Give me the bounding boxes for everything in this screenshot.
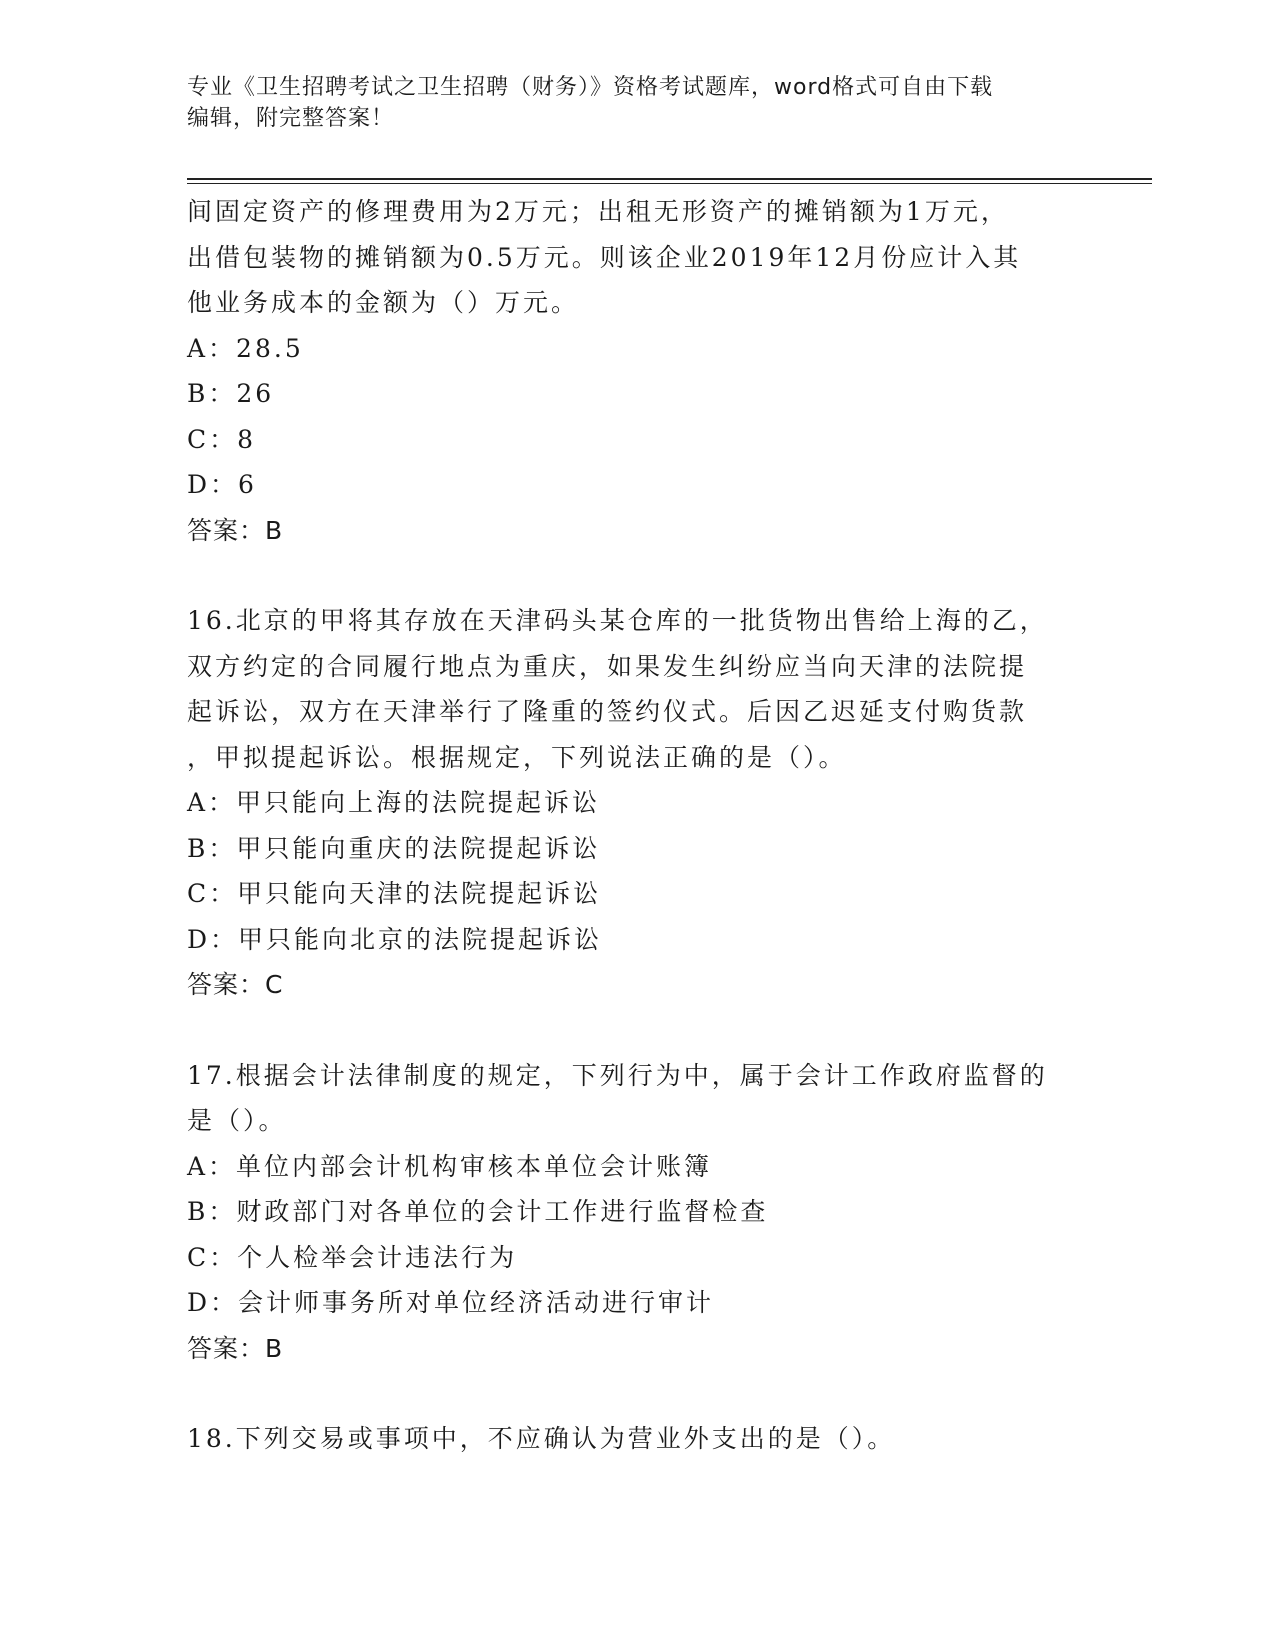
question-text-line: 起诉讼，双方在天津举行了隆重的签约仪式。后因乙迟延支付购货款 bbox=[187, 697, 1028, 726]
spacer bbox=[187, 1008, 1087, 1053]
option-c: C：8 bbox=[187, 424, 257, 454]
option-d: D：6 bbox=[187, 470, 257, 499]
question-17 bbox=[187, 1053, 1087, 1372]
question-16 bbox=[187, 598, 1087, 1008]
answer-line: 答案：B bbox=[187, 1333, 284, 1363]
spacer bbox=[187, 1371, 1087, 1416]
option-a: A：甲只能向上海的法院提起诉讼 bbox=[187, 788, 601, 817]
spacer bbox=[187, 553, 1087, 598]
option-b: B：甲只能向重庆的法院提起诉讼 bbox=[187, 833, 601, 863]
question-text-line: 16.北京的甲将其存放在天津码头某仓库的一批货物出售给上海的乙， bbox=[187, 606, 1048, 635]
header-rule-thick bbox=[187, 178, 1152, 180]
option-d: D：甲只能向北京的法院提起诉讼 bbox=[187, 924, 603, 954]
header-line-1: 专业《卫生招聘考试之卫生招聘（财务）》资格考试题库，word格式可自由下载 bbox=[187, 75, 994, 100]
answer-line: 答案：C bbox=[187, 970, 284, 999]
document-body bbox=[187, 189, 1087, 1462]
option-a: A：单位内部会计机构审核本单位会计账簿 bbox=[187, 1151, 713, 1181]
answer-line: 答案：B bbox=[187, 515, 284, 545]
question-text-line: 双方约定的合同履行地点为重庆，如果发生纠纷应当向天津的法院提 bbox=[187, 651, 1028, 681]
header-line-2: 编辑，附完整答案！ bbox=[187, 106, 395, 131]
question-text-line: 间固定资产的修理费用为2万元；出租无形资产的摊销额为1万元， bbox=[187, 197, 1009, 226]
question-text-line: 17.根据会计法律制度的规定，下列行为中，属于会计工作政府监督的 bbox=[187, 1060, 1048, 1090]
question-text-line: 出借包装物的摊销额为0.5万元。则该企业2019年12月份应计入其 bbox=[187, 242, 1022, 272]
header-rule-thin bbox=[187, 183, 1152, 184]
option-c: C：个人检举会计违法行为 bbox=[187, 1242, 518, 1272]
question-15 bbox=[187, 189, 1087, 553]
question-text-line: 是（）。 bbox=[187, 1106, 287, 1135]
option-d: D：会计师事务所对单位经济活动进行审计 bbox=[187, 1288, 715, 1317]
document-header bbox=[187, 72, 1087, 134]
question-18 bbox=[187, 1416, 1087, 1462]
option-b: B：26 bbox=[187, 379, 275, 408]
question-text-line: ，甲拟提起诉讼。根据规定，下列说法正确的是（）。 bbox=[187, 742, 847, 772]
option-a: A：28.5 bbox=[187, 333, 304, 363]
question-text-line: 他业务成本的金额为（）万元。 bbox=[187, 288, 580, 317]
question-text-line: 18.下列交易或事项中，不应确认为营业外支出的是（）。 bbox=[187, 1424, 896, 1453]
option-b: B：财政部门对各单位的会计工作进行监督检查 bbox=[187, 1197, 769, 1226]
option-c: C：甲只能向天津的法院提起诉讼 bbox=[187, 879, 602, 908]
